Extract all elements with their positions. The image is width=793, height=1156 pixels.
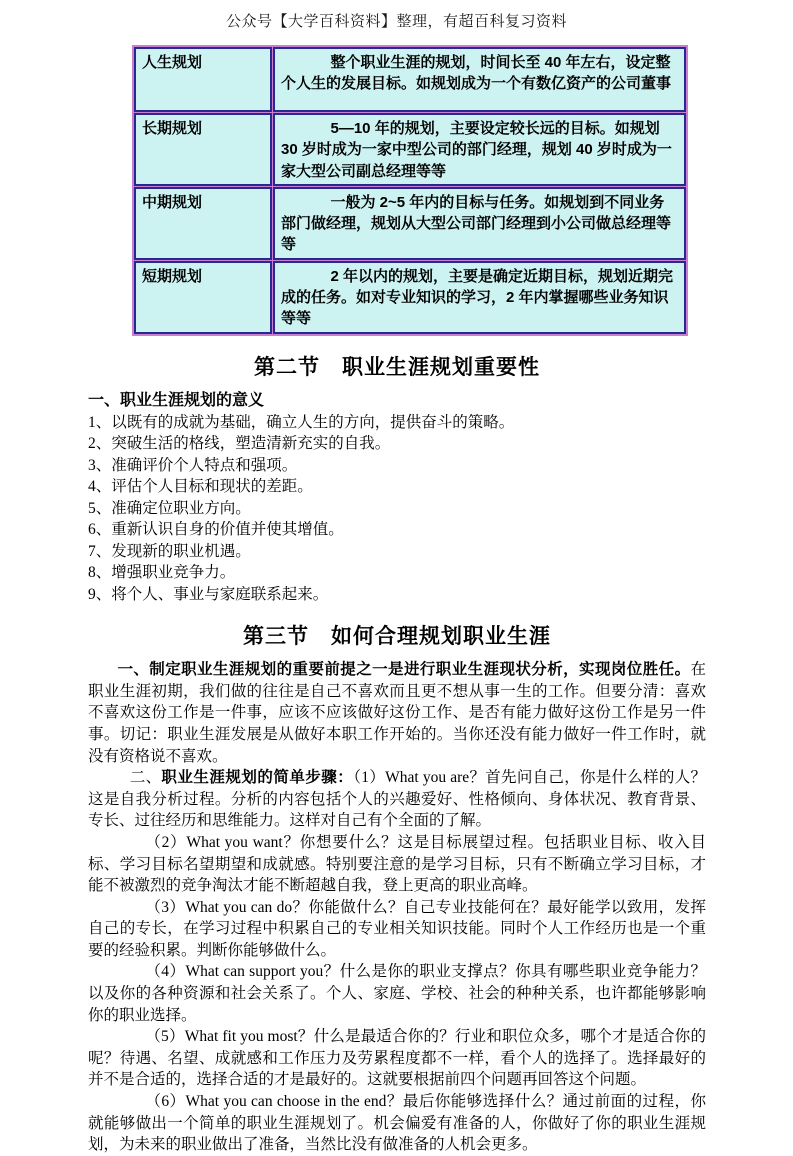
steps-intro-lead: 职业生涯规划的简单步骤： — [161, 769, 354, 787]
page-header-note: 公众号【大学百科资料】整理，有超百科复习资料 — [225, 14, 567, 30]
plan-term-cell: 长期规划 — [134, 113, 272, 186]
paragraph-premise — [88, 659, 706, 767]
paragraph-step: （6）What you can choose in the end？最后你能够选择什么？通过前面的过程，你就能够做出一个简单的职业生涯规划了。机会偏爱有准备的人，你做好了你的职业生涯规划，为未来的职业做出了准备，当然比没有做准备的人机会更多。 — [88, 1093, 706, 1154]
section2-title: 第二节 职业生涯规划重要性 — [254, 355, 540, 379]
table-row — [134, 187, 686, 260]
steps-intro-body: （1）What you are？首先问自己，你是什么样的人？这是自我分析过程。分析的内容包括个人的兴趣爱好、性格倾向、身体状况、教育背景、专长、过往经历和思维能力。这样对自己有个全面的了解。 — [88, 769, 706, 830]
section3-title: 第三节 如何合理规划职业生涯 — [243, 625, 551, 649]
plan-desc-cell: 2 年以内的规划，主要是确定近期目标，规划近期完成的任务。如对专业知识的学习，2 年内掌握哪些业务知识等等 — [273, 261, 686, 334]
list-item: 8、增强职业竞争力。 — [88, 564, 236, 582]
steps-intro-number: 二、 — [129, 769, 162, 787]
list-item: 9、将个人、事业与家庭联系起来。 — [88, 585, 329, 603]
paragraph-step: （3）What you can do？你能做什么？自己专业技能何在？最好能学以致用，发挥自己的专长，在学习过程中积累自己的专业相关知识技能。同时个人工作经历也是一个重要的经验积累。判断你能够做什么。 — [88, 898, 706, 959]
table-row — [134, 47, 686, 112]
list-item: 3、准确评价个人特点和强项。 — [88, 456, 298, 474]
paragraph-step: （4）What can support you？什么是你的职业支撑点？你具有哪些职业竞争能力？以及你的各种资源和社会关系了。个人、家庭、学校、社会的种种关系，也许都能够影响你的职业选择。 — [88, 963, 706, 1024]
plan-desc-cell: 5—10 年的规划，主要设定较长远的目标。如规划 30 岁时成为一家中型公司的部门经理，规划 40 岁时成为一家大型公司副总经理等等 — [273, 113, 686, 186]
paragraph-premise-lead: 一、制定职业生涯规划的重要前提之一是进行职业生涯现状分析，实现岗位胜任。 — [117, 661, 691, 679]
plan-term-cell: 人生规划 — [134, 47, 272, 112]
table-row — [134, 113, 686, 186]
table-row — [134, 261, 686, 334]
list-item: 2、突破生活的格线，塑造清新充实的自我。 — [88, 435, 391, 453]
list-item: 1、以既有的成就为基础，确立人生的方向，提供奋斗的策略。 — [88, 413, 515, 431]
list-item: 4、评估个人目标和现状的差距。 — [88, 478, 313, 496]
plan-desc-cell: 一般为 2~5 年内的目标与任务。如规划到不同业务部门做经理，规划从大型公司部门经理到小公司做总经理等等 — [273, 187, 686, 260]
planning-horizon-table — [132, 45, 688, 336]
list-item: 6、重新认识自身的价值并使其增值。 — [88, 521, 344, 539]
section2-list-title: 一、职业生涯规划的意义 — [88, 391, 265, 409]
paragraph-premise-body: 在职业生涯初期，我们做的往往是自己不喜欢而且更不想从事一生的工作。但要分清：喜欢不喜欢这份工作是一件事，应该不应该做好这份工作、是否有能力做好这份工作是另一件事。切记：职业生涯发展是从做好本职工作开始的。当你还没有能力做好一件工作时，就没有资格说不喜欢。 — [88, 661, 706, 765]
document-body — [88, 351, 706, 1156]
plan-desc-cell: 整个职业生涯的规划，时间长至 40 年左右，设定整个人生的发展目标。如规划成为一个有数亿资产的公司董事 — [273, 47, 686, 112]
plan-term-cell: 中期规划 — [134, 187, 272, 260]
paragraph-steps-intro — [88, 767, 706, 832]
paragraph-step: （5）What fit you most？什么是最适合你的？行业和职位众多，哪个才是适合你的呢？待遇、名望、成就感和工作压力及劳累程度都不一样，看个人的选择了。选择最好的并不是合适的，选择合适的才是最好的。这就要根据前四个问题再回答这个问题。 — [88, 1028, 706, 1089]
list-item: 7、发现新的职业机遇。 — [88, 542, 251, 560]
list-item: 5、准确定位职业方向。 — [88, 499, 251, 517]
paragraph-step: （2）What you want？你想要什么？这是目标展望过程。包括职业目标、收入目标、学习目标名望期望和成就感。特别要注意的是学习目标，只有不断确立学习目标，才能不被激烈的竞争淘汰才能不断超越自我，登上更高的职业高峰。 — [88, 833, 706, 895]
plan-term-cell: 短期规划 — [134, 261, 272, 334]
